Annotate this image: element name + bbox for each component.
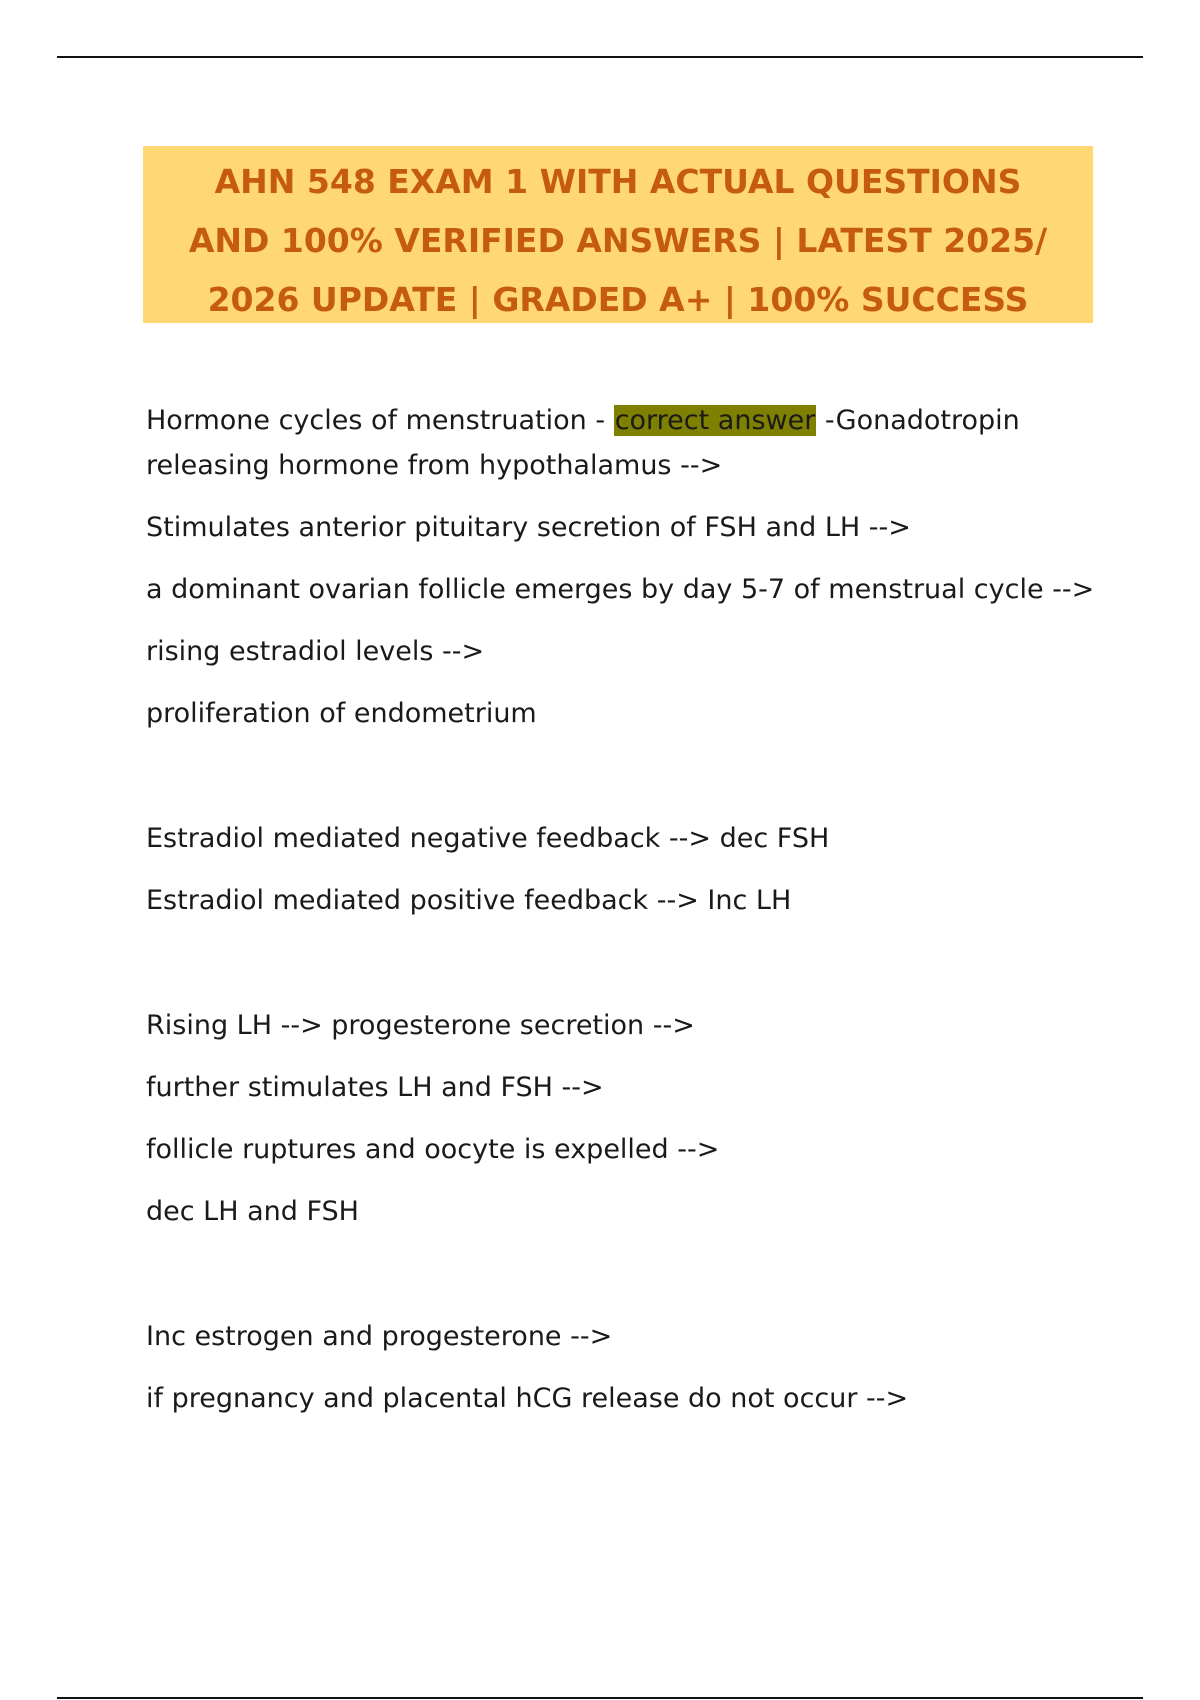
title-line-3: 2026 UPDATE | GRADED A+ | 100% SUCCESS (207, 280, 1029, 319)
answer-line: a dominant ovarian follicle emerges by day 5-7 of menstrual cycle --> (146, 574, 1095, 605)
answer-line: proliferation of endometrium (146, 698, 537, 729)
correct-answer-highlight: correct answer (614, 405, 816, 436)
title-line-1: AHN 548 EXAM 1 WITH ACTUAL QUESTIONS (214, 162, 1022, 201)
bottom-rule (57, 1697, 1143, 1699)
answer-text-line-1: -Gonadotropin (816, 405, 1020, 436)
answer-line: rising estradiol levels --> (146, 636, 485, 667)
question-text: Hormone cycles of menstruation - (146, 405, 614, 436)
answer-line: Stimulates anterior pituitary secretion of FSH and LH --> (146, 512, 911, 543)
answer-line: Estradiol mediated positive feedback --> Inc LH (146, 885, 792, 916)
spacer (146, 923, 1106, 986)
document-title (149, 152, 1087, 329)
answer-text-line-2: releasing hormone from hypothalamus --> (146, 450, 723, 481)
answer-line: Rising LH --> progesterone secretion --> (146, 1010, 695, 1041)
title-banner (143, 146, 1093, 323)
top-rule (57, 56, 1143, 58)
spacer (146, 1234, 1106, 1297)
answer-line: follicle ruptures and oocyte is expelled --> (146, 1134, 720, 1165)
answer-line: Inc estrogen and progesterone --> (146, 1321, 613, 1352)
answer-line: Estradiol mediated negative feedback --> dec FSH (146, 823, 830, 854)
answer-line: if pregnancy and placental hCG release do not occur --> (146, 1383, 909, 1414)
document-body (146, 398, 1106, 1421)
question-paragraph (146, 398, 1106, 488)
answer-line: further stimulates LH and FSH --> (146, 1072, 604, 1103)
title-line-2: AND 100% VERIFIED ANSWERS | LATEST 2025/ (188, 221, 1048, 260)
answer-line: dec LH and FSH (146, 1196, 359, 1227)
spacer (146, 736, 1106, 799)
